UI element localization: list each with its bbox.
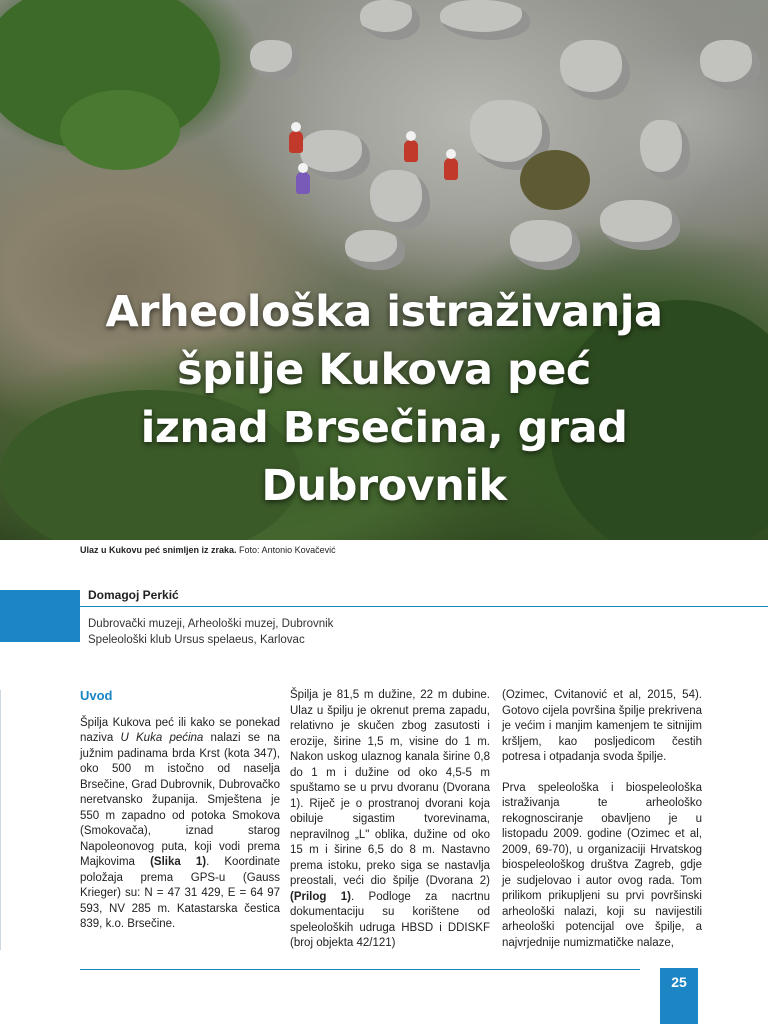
caver-figure bbox=[444, 158, 458, 180]
italic-text: U Kuka pećina bbox=[120, 732, 204, 744]
figure-reference: (Prilog 1) bbox=[290, 890, 351, 903]
caption-credit: Foto: Antonio Kovačević bbox=[236, 545, 336, 555]
accent-block bbox=[0, 590, 80, 642]
affiliation-line: Dubrovački muzeji, Arheološki muzej, Dubrovnik bbox=[88, 618, 334, 630]
affiliation-line: Speleološki klub Ursus spelaeus, Karlovac bbox=[88, 634, 305, 646]
author-divider bbox=[80, 606, 768, 607]
caption-bold: Ulaz u Kukovu peć snimljen iz zraka. bbox=[80, 545, 237, 555]
page-number: 25 bbox=[660, 968, 698, 1024]
article-title bbox=[0, 283, 768, 515]
title-line: iznad Brsečina, grad bbox=[140, 403, 628, 453]
photo-caption bbox=[80, 545, 336, 555]
author-name: Domagoj Perkić bbox=[88, 588, 179, 602]
paragraph: Prva speleološka i biospeleološka istraživanja te arheološko rekognosciranje obavljeno je u listopadu 2009. godine (Ozimec et al, 2009, 69-70), u organizaciji Hrvatskog biospeleološkog društva Zagreb, gdje je sudjelovao i autor ovog rada. Tom prilikom prikupljeni su prvi površinski arheološki nalazi, koji su navijestili arheološki potencijal ove špilje, a najvrjednije numizmatičke nalaze, bbox=[502, 781, 702, 949]
paragraph bbox=[80, 716, 280, 933]
text-run: . Koordinate položaja prema GPS-u (Gauss Krieger) su: N = 47 31 429, E = 64 97 593, NV 285 m. Katastarska čestica 839, k.o. Brsečine. bbox=[80, 856, 280, 930]
text-column-1 bbox=[80, 688, 280, 948]
figure-reference: (Slika 1) bbox=[150, 856, 207, 868]
section-heading: Uvod bbox=[80, 688, 113, 703]
author-affiliations bbox=[88, 616, 333, 648]
title-line: Arheološka istraživanja bbox=[105, 287, 663, 337]
footer-divider bbox=[80, 969, 640, 970]
caver-figure bbox=[289, 131, 303, 153]
paragraph: (Ozimec, Cvitanović et al, 2015, 54). Gotovo cijela površina špilje prekrivena je većim i manjim kamenjem te sitnijim kršljem, kao posljedicom čestih potresa i otpadanja svoda špilje. bbox=[502, 689, 702, 763]
title-line: Dubrovnik bbox=[261, 461, 507, 511]
text-run: . Podloge za nacrtnu dokumentaciju su korištene od speleoloških udruga HBSD i DDISKF (broj objekta 42/121) bbox=[290, 890, 490, 949]
text-run: Špilja Kukova peć ili kako se ponekad naziva bbox=[80, 716, 280, 744]
caver-figure bbox=[296, 172, 310, 194]
margin-rule bbox=[0, 690, 1, 950]
text-column-2 bbox=[290, 688, 490, 967]
caver-figure bbox=[404, 140, 418, 162]
title-line: špilje Kukova peć bbox=[177, 345, 591, 395]
paragraph bbox=[290, 688, 490, 952]
text-column-3 bbox=[502, 688, 702, 966]
text-run: nalazi se na južnim padinama brda Krst (kota 347), oko 500 m istočno od naselja Brsečine, Grad Dubrovnik, Dubrovačko neretvansko županija. Smještena je 550 m zapadno od potoka Smokova (Smokovača), iznad starog Napoleonovog puta, koji vodi prema Majkovima bbox=[80, 732, 280, 868]
text-run: Špilja je 81,5 m dužine, 22 m dubine. Ulaz u špilju je okrenut prema zapadu, relativno je skučen zbog zasutosti i erozije, širine 1,5 m, visine do 1 m. Nakon uskog ulaznog kanala širine 0,8 do 1 m i dužine od oko 4,5-5 m spuštamo se u prvu dvoranu (Dvorana 1). Riječ je o prostranoj dvorani koja obiluje sigastim tvorevinama, nepravilnog „L" oblika, dužine od oko 15 m i širine 6,5 do 8 m. Nastavno prema istoku, preko siga se nastavlja preostali, veći dio špilje (Dvorana 2) bbox=[290, 689, 490, 887]
